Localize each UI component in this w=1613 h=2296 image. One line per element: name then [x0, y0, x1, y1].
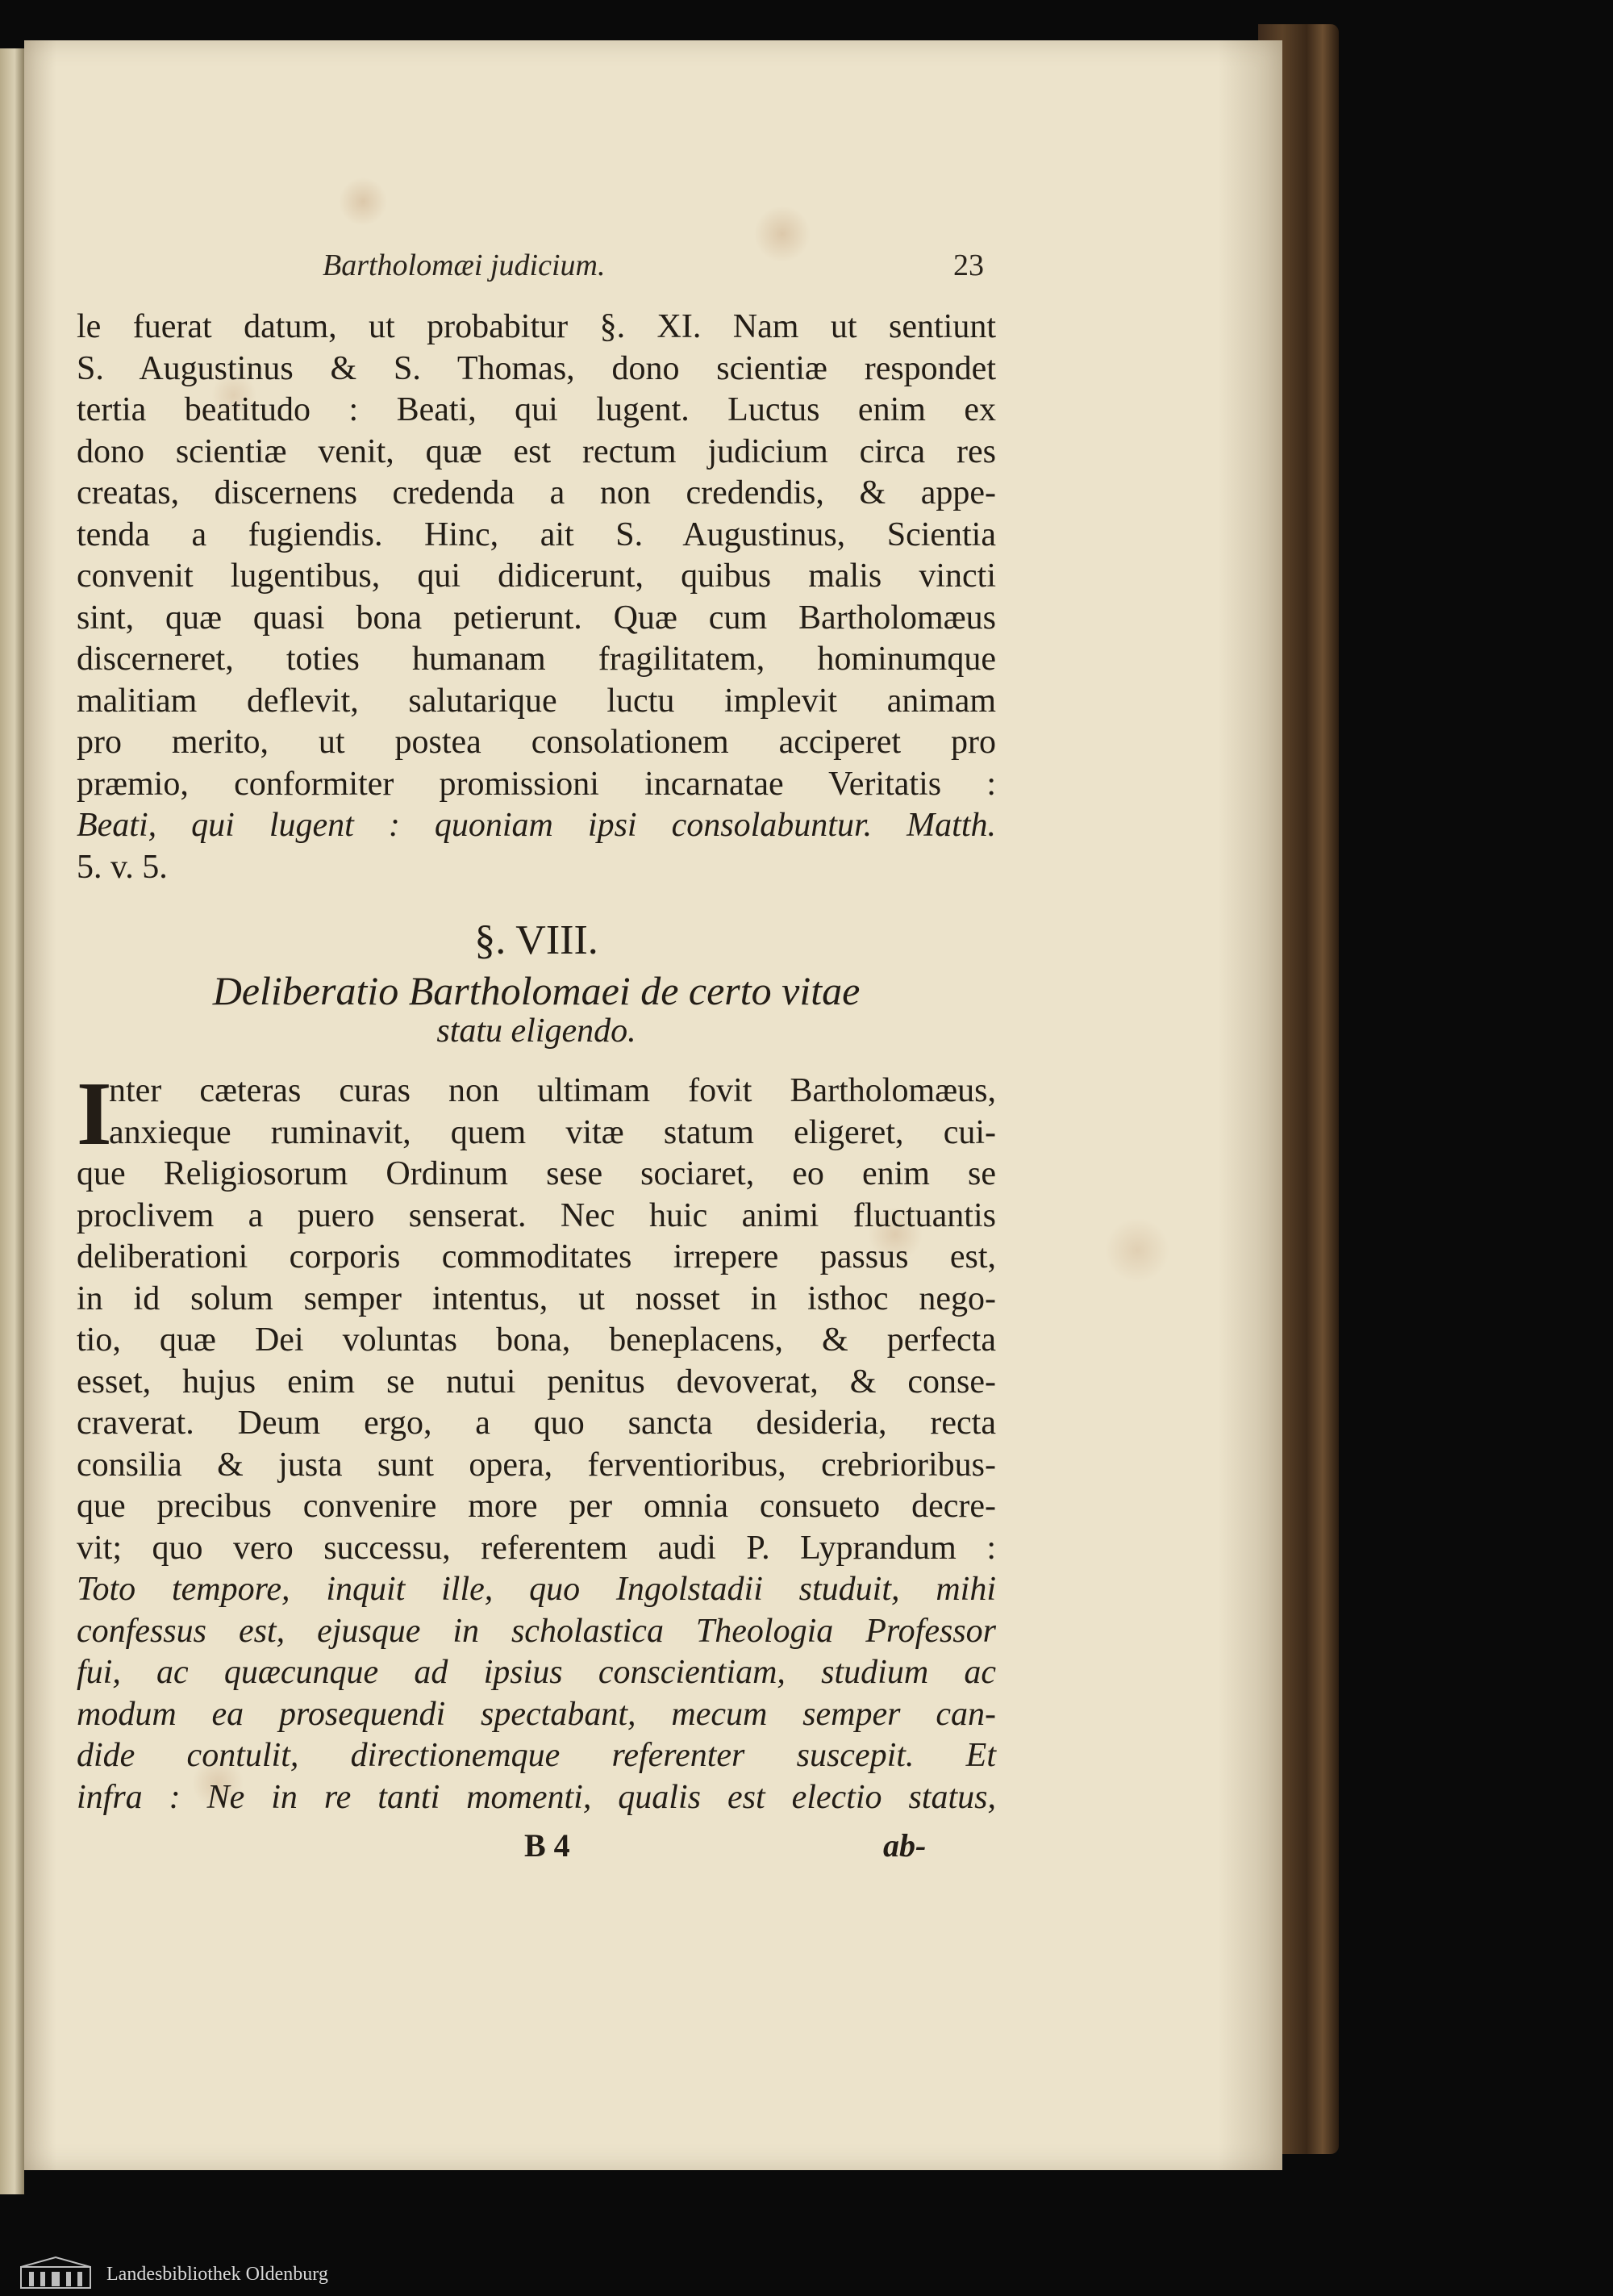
text-line: fui, ac quæcunque ad ipsius conscientiam, studium ac: [77, 1654, 996, 1691]
text-line: Beati, qui lugent : quoniam ipsi consolabuntur. Matth.: [77, 807, 996, 844]
section-number: §. VIII.: [474, 917, 598, 963]
text-line: que Religiosorum Ordinum sese sociaret, eo enim se: [77, 1155, 996, 1192]
paragraph-2-lines: [77, 1064, 996, 1818]
text-line: tenda a fugiendis. Hinc, ait S. Augustinus, Scientia: [77, 516, 996, 553]
text-line: modum ea prosequendi spectabant, mecum semper can-: [77, 1695, 996, 1733]
text-line: vit; quo vero successu, referentem audi P. Lyprandum :: [77, 1529, 996, 1567]
paragraph-1: [77, 307, 996, 888]
library-name: Landesbibliothek Oldenburg: [106, 2264, 328, 2285]
text-line: discerneret, toties humanam fragilitatem, hominumque: [77, 641, 996, 678]
signature-mark: B 4: [524, 1827, 570, 1864]
text-line: sint, quæ quasi bona petierunt. Quæ cum Bartholomæus: [77, 599, 996, 637]
library-building-icon: [19, 2256, 92, 2290]
text-line: Toto tempore, inquit ille, quo Ingolstadii studuit, mihi: [77, 1571, 996, 1608]
paragraph-2: [77, 1064, 996, 1818]
section-heading-line-1: Deliberatio Bartholomaei de certo vitae: [212, 968, 861, 1013]
text-block: [77, 246, 996, 1867]
text-line: tertia beatitudo : Beati, qui lugent. Luctus enim ex: [77, 391, 996, 428]
text-line: S. Augustinus & S. Thomas, dono scientiæ respondet: [77, 349, 996, 387]
text-line: le fuerat datum, ut probabitur §. XI. Nam ut sentiunt: [77, 308, 996, 345]
text-line: infra : Ne in re tanti momenti, qualis est electio status,: [77, 1778, 996, 1816]
text-line: 5. v. 5.: [77, 848, 168, 886]
text-line: præmio, conformiter promissioni incarnatae Veritatis :: [77, 765, 996, 803]
text-line: dide contulit, directionemque referenter suscepit. Et: [77, 1737, 996, 1774]
text-line: esset, hujus enim se nutui penitus devoverat, & conse-: [77, 1363, 996, 1401]
text-line: anxieque ruminavit, quem vitæ statum eligeret, cui-: [109, 1113, 996, 1151]
catchword: ab-: [883, 1827, 927, 1864]
text-line: malitiam deflevit, salutarique luctu implevit animam: [77, 682, 996, 720]
text-line: deliberationi corporis commoditates irrepere passus est,: [77, 1238, 996, 1275]
library-footer-bar: [0, 2251, 1613, 2296]
drop-cap: I: [77, 1064, 112, 1164]
text-line: proclivem a puero senserat. Nec huic animi fluctuantis: [77, 1196, 996, 1234]
text-line: in id solum semper intentus, ut nosset in isthoc nego-: [77, 1279, 996, 1317]
page-footer: [77, 1818, 996, 1867]
text-line: confessus est, ejusque in scholastica Theologia Professor: [77, 1612, 996, 1650]
section-heading-line-2: statu eligendo.: [436, 1012, 636, 1050]
running-head-title: Bartholomæi judicium.: [323, 248, 606, 282]
text-line: dono scientiæ venit, quæ est rectum judicium circa res: [77, 432, 996, 470]
text-line: que precibus convenire more per omnia consueto decre-: [77, 1488, 996, 1525]
text-line: convenit lugentibus, qui didicerunt, quibus malis vincti: [77, 557, 996, 595]
text-line: nter cæteras curas non ultimam fovit Bartholomæus,: [109, 1072, 996, 1109]
text-line: tio, quæ Dei voluntas bona, beneplacens, & perfecta: [77, 1321, 996, 1359]
text-line: creatas, discernens credenda a non credendis, & appe-: [77, 474, 996, 511]
page-number: 23: [953, 248, 984, 282]
text-line: craverat. Deum ergo, a quo sancta desideria, recta: [77, 1405, 996, 1442]
text-line: pro merito, ut postea consolationem acciperet pro: [77, 724, 996, 761]
previous-page-edge: [0, 48, 24, 2194]
text-line: consilia & justa sunt opera, ferventioribus, crebrioribus-: [77, 1446, 996, 1484]
